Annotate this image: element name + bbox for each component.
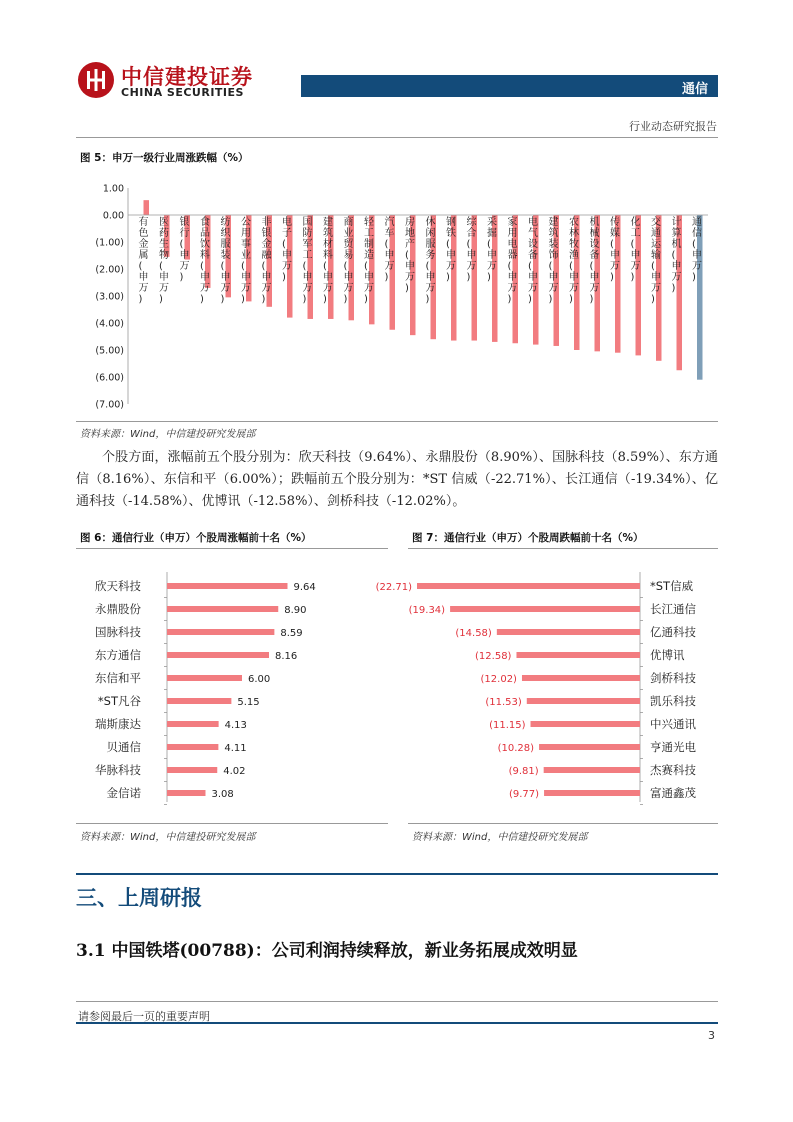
header-divider: [76, 137, 718, 138]
figure5-category-label: 综合(申万): [466, 217, 477, 283]
figure5-ytick-label: 1.00: [102, 183, 124, 195]
figure7-bar: [417, 583, 640, 589]
logo-english-name: CHINA SECURITIES: [121, 86, 244, 99]
figure6-value-label: 5.15: [237, 697, 260, 708]
figure6-chart: [76, 566, 388, 806]
figure6-value-label: 8.90: [284, 605, 307, 616]
figure7-value-label: (10.28): [497, 743, 535, 754]
figure6-bar: [167, 698, 231, 704]
figure6-category-label: 瑞斯康达: [95, 717, 141, 731]
figure6-source: 资料来源：Wind，中信建投研究发展部: [80, 832, 256, 843]
figure7-category-label: 中兴通讯: [650, 717, 696, 731]
figure6-category-label: 国脉科技: [95, 625, 141, 639]
figure5-category-label: 农林牧渔(申万): [569, 217, 579, 305]
figure6-value-label: 3.08: [211, 789, 234, 800]
footer-disclaimer: 请参阅最后一页的重要声明: [78, 1010, 210, 1023]
figure6-category-label: 金信诺: [106, 786, 141, 800]
footer-top-rule: [76, 1001, 718, 1002]
figure5-category-label: 汽车(申万): [384, 217, 395, 283]
figure6-category-label: 贝通信: [106, 740, 141, 754]
figure5-category-label: 公用事业(申万): [241, 217, 251, 305]
logo-chinese-name: 中信建投证券: [121, 65, 253, 89]
figure7-value-label: (11.15): [489, 720, 526, 731]
figure7-bar: [539, 744, 640, 750]
figure6-category-label: *ST凡谷: [97, 694, 141, 708]
figure7-bar: [450, 606, 640, 612]
figure5-category-label: 纺织服装(申万): [220, 217, 231, 305]
figure6-bar: [167, 629, 274, 635]
section-heading: 三、上周研报: [76, 886, 202, 910]
figure5-category-label: 采掘(申万): [487, 217, 497, 283]
figure5-category-label: 非银金融(申万): [261, 217, 272, 305]
figure5-ytick-label: (7.00): [95, 399, 124, 411]
figure6-bar: [167, 790, 206, 796]
figure7-bar: [522, 675, 640, 681]
figure5-category-label: 银行(申万): [179, 217, 190, 283]
figure6-value-label: 6.00: [248, 674, 271, 685]
figure6-category-label: 华脉科技: [95, 763, 141, 777]
figure6-bar: [167, 675, 242, 681]
figure7-category-label: 亿通科技: [650, 625, 696, 639]
figure6-bar: [167, 583, 288, 589]
figure7-bar: [527, 698, 640, 704]
figure7-value-label: (11.53): [485, 697, 522, 708]
figure6-value-label: 4.02: [223, 766, 246, 777]
figure5-category-label: 传媒(申万): [610, 217, 620, 283]
stock-summary-paragraph: 个股方面，涨幅前五个股分别为：欣天科技（9.64%）、永鼎股份（8.90%）、国脉科技（8.59%）、东方通信（8.16%）、东信和平（6.00%）；跌幅前五个股分别为：*ST 信威（-22.71%）、长江通信（-19.34%）、亿通科技（-14.58%）、优博讯（-12.58%）、剑桥科技（-12.02%）。: [76, 450, 718, 509]
figure7-value-label: (9.77): [508, 789, 540, 800]
company-logo-icon: [78, 62, 114, 98]
figure6-value-label: 4.11: [224, 743, 247, 754]
figure7-category-label: 凯乐科技: [650, 694, 696, 708]
figure5-ytick-label: (4.00): [95, 318, 124, 330]
figure5-category-label: 电子(申万): [282, 217, 292, 283]
figure5-category-label: 交通运输(申万): [651, 217, 661, 305]
figure6-bar: [167, 606, 278, 612]
figure7-category-label: 剑桥科技: [650, 671, 696, 685]
figure6-category-label: 东方通信: [95, 648, 141, 662]
figure7-category-label: *ST信威: [650, 579, 694, 593]
figure7-value-label: (12.02): [480, 674, 517, 685]
figure6-category-label: 欣天科技: [95, 579, 141, 593]
figure6-category-label: 东信和平: [95, 671, 141, 685]
figure7-category-label: 优博讯: [650, 648, 685, 662]
footer-bottom-rule: [76, 1022, 718, 1024]
figure6-value-label: 4.13: [224, 720, 247, 731]
header-industry-bar: [301, 75, 718, 97]
figure5-category-label: 电气设备(申万): [528, 217, 538, 305]
figure5-category-label: 有色金属(申万): [138, 217, 149, 305]
figure5-bar: [697, 215, 703, 380]
figure7-bar: [497, 629, 640, 635]
figure5-category-label: 食品饮料(申万): [200, 217, 210, 305]
figure5-source: 资料来源：Wind，中信建投研究发展部: [80, 429, 256, 440]
figure7-value-label: (22.71): [375, 582, 412, 593]
figure7-bar: [516, 652, 640, 658]
figure6-value-label: 8.16: [275, 651, 298, 662]
figure6-bar: [167, 721, 219, 727]
figure5-category-label: 建筑材料(申万): [323, 217, 333, 305]
subsection-heading: 3.1 中国铁塔(00788)：公司利润持续释放，新业务拓展成效明显: [76, 941, 578, 961]
figure7-bar: [531, 721, 640, 727]
figure6-value-label: 9.64: [293, 582, 316, 593]
figure5-ytick-label: (5.00): [95, 345, 124, 357]
figure7-chart: [375, 566, 718, 806]
figure7-bar: [544, 767, 640, 773]
figure7-top-rule: [408, 548, 718, 549]
figure5-category-label: 机械设备(申万): [589, 217, 600, 305]
figure7-category-label: 杰赛科技: [650, 763, 696, 777]
figure6-value-label: 8.59: [280, 628, 303, 639]
figure5-ytick-label: (3.00): [95, 291, 124, 303]
figure6-bottom-rule: [76, 823, 388, 824]
figure5-bar: [144, 200, 150, 215]
figure5-ytick-label: 0.00: [102, 210, 124, 222]
figure7-category-label: 亨通光电: [650, 740, 696, 754]
figure7-value-label: (9.81): [508, 766, 539, 777]
figure5-title: 图 5：申万一级行业周涨跌幅（%）: [80, 152, 249, 164]
figure7-bar: [544, 790, 640, 796]
figure7-source: 资料来源：Wind，中信建投研究发展部: [412, 832, 588, 843]
figure7-value-label: (19.34): [408, 605, 446, 616]
figure7-title: 图 7：通信行业（申万）个股周跌幅前十名（%）: [412, 532, 644, 544]
figure6-bar: [167, 744, 218, 750]
figure7-value-label: (12.58): [475, 651, 512, 662]
report-type: 行业动态研究报告: [629, 120, 717, 133]
figure5-category-label: 钢铁(申万): [446, 217, 456, 283]
figure5-category-label: 医药生物(申万): [159, 217, 169, 305]
section-divider: [76, 873, 718, 875]
figure5-category-label: 通信(申万): [692, 217, 702, 283]
industry-label: 通信: [681, 82, 708, 97]
figure6-top-rule: [76, 548, 388, 549]
figure5-category-label: 计算机(申万): [671, 217, 682, 294]
page-number: 3: [708, 1029, 715, 1042]
figure5-category-label: 建筑装饰(申万): [548, 217, 559, 305]
figure6-title: 图 6：通信行业（申万）个股周涨幅前十名（%）: [80, 532, 312, 544]
figure7-value-label: (14.58): [455, 628, 492, 639]
figure5-category-label: 商业贸易(申万): [343, 217, 354, 305]
figure5-category-label: 轻工制造(申万): [364, 217, 374, 305]
figure5-ytick-label: (1.00): [95, 237, 124, 249]
figure5-category-label: 家用电器(申万): [507, 217, 518, 305]
figure5-ytick-label: (2.00): [95, 264, 124, 276]
figure7-category-label: 富通鑫茂: [650, 786, 696, 800]
figure5-category-label: 国防军工(申万): [302, 217, 313, 305]
figure6-bar: [167, 652, 269, 658]
figure5-ytick-label: (6.00): [95, 372, 124, 384]
figure7-category-label: 长江通信: [650, 602, 696, 616]
figure5-category-label: 化工(申万): [630, 217, 641, 283]
figure5-category-label: 房地产(申万): [405, 217, 415, 294]
figure6-category-label: 永鼎股份: [95, 602, 141, 616]
figure5-bottom-rule: [76, 421, 718, 422]
figure5-chart: [76, 168, 718, 418]
figure6-bar: [167, 767, 217, 773]
figure7-bottom-rule: [408, 823, 718, 824]
figure5-category-label: 休闲服务(申万): [425, 217, 436, 305]
